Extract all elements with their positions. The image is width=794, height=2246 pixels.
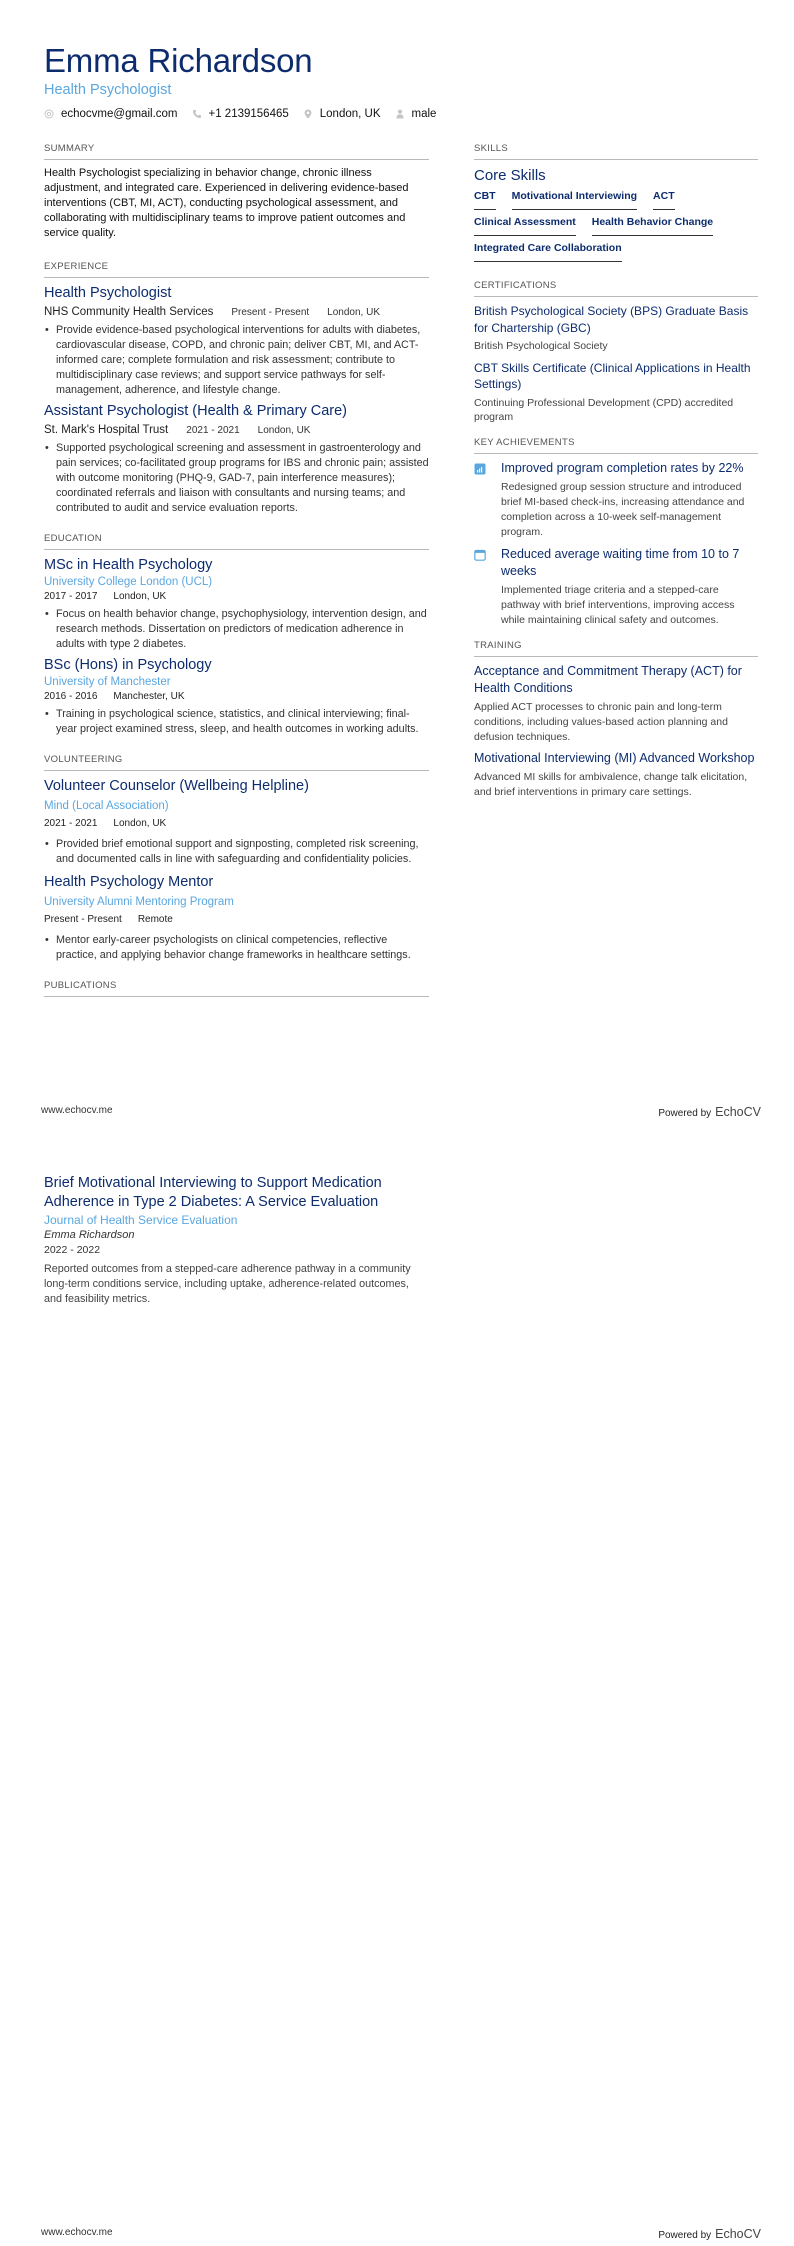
skill-tag: CBT <box>474 190 496 210</box>
school-name: University of Manchester <box>44 676 171 688</box>
publication-journal: Journal of Health Service Evaluation <box>44 1213 238 1227</box>
bar-chart-icon <box>474 460 501 540</box>
training-title: Acceptance and Commitment Therapy (ACT) for Health Conditions <box>474 663 742 695</box>
achievements-heading: KEY ACHIEVEMENTS <box>474 437 758 454</box>
location-pin-icon <box>303 109 313 119</box>
training-item <box>474 663 758 745</box>
achievement-item <box>474 546 758 628</box>
job-date: Present - Present <box>231 307 310 318</box>
skill-tag: Health Behavior Change <box>592 216 713 236</box>
education-date: 2017 - 2017 <box>44 591 98 602</box>
experience-heading: EXPERIENCE <box>44 261 429 278</box>
training-description: Applied ACT processes to chronic pain and long-term conditions, including values-based action planning and defusion techniques. <box>474 700 728 743</box>
job-location: London, UK <box>327 307 380 318</box>
summary-heading: SUMMARY <box>44 143 429 160</box>
volunteer-date: Present - Present <box>44 914 122 925</box>
volunteer-bullets <box>44 837 429 867</box>
volunteering-item <box>44 777 429 867</box>
school-name: University College London (UCL) <box>44 576 213 588</box>
candidate-name: Emma Richardson <box>44 42 313 79</box>
contact-location <box>303 108 381 120</box>
certifications-heading: CERTIFICATIONS <box>474 280 758 297</box>
footer-site-link[interactable]: www.echocv.me <box>41 2227 113 2238</box>
at-icon <box>44 109 54 119</box>
training-item <box>474 750 758 800</box>
job-meta <box>44 305 429 320</box>
job-bullet: • Supported psychological screening and assessment in gastroenterology and pain services; co-facilitated group programs for IBS and chronic pain; assisted with outcome monitoring (PHQ-9, GAD-7, pain interference measures); coordinated referrals and liaison with consultants and nursing teams; and contributed to audit and service evaluation reports. <box>44 441 429 516</box>
education-location: London, UK <box>113 591 167 602</box>
job-location: London, UK <box>257 425 311 436</box>
skill-tag: Clinical Assessment <box>474 216 576 236</box>
achievements-section <box>474 437 758 628</box>
brand-link[interactable]: EchoCV <box>715 1105 761 1119</box>
footer-powered-by <box>658 1105 761 1119</box>
achievement-description: Implemented triage criteria and a stepped-care pathway with brief interventions, improving access while maintaining clinical safety and outcomes. <box>501 583 735 626</box>
training-section <box>474 640 758 800</box>
volunteer-date: 2021 - 2021 <box>44 818 98 829</box>
education-meta <box>44 590 429 604</box>
volunteering-section <box>44 754 429 963</box>
volunteer-role: Volunteer Counselor (Wellbeing Helpline) <box>44 778 309 794</box>
left-column <box>44 1174 429 1307</box>
volunteer-org: Mind (Local Association) <box>44 800 169 812</box>
right-column <box>474 143 758 805</box>
skills-heading: SKILLS <box>474 143 758 160</box>
certification-issuer: Continuing Professional Development (CPD) accredited program <box>474 396 734 423</box>
job-title: Health Psychologist <box>44 285 172 301</box>
location-text: London, UK <box>319 108 381 120</box>
skill-tags <box>474 190 758 268</box>
achievement-title: Reduced average waiting time from 10 to 7 weeks <box>501 546 740 578</box>
training-heading: TRAINING <box>474 640 758 657</box>
volunteering-item <box>44 873 429 963</box>
job-org: NHS Community Health Services <box>44 306 214 318</box>
skill-tag: Integrated Care Collaboration <box>474 242 622 262</box>
volunteer-location: Remote <box>137 914 173 925</box>
phone-icon <box>192 109 202 119</box>
education-bullet: • Training in psychological science, statistics, and clinical interviewing; final-year project examined stress, sleep, and health outcomes in working adults. <box>44 707 429 737</box>
volunteer-meta <box>44 913 429 927</box>
phone-text: +1 2139156465 <box>208 108 289 120</box>
training-description: Advanced MI skills for ambivalence, change talk elicitation, and brief interventions in primary care settings. <box>474 770 748 798</box>
education-date: 2016 - 2016 <box>44 691 98 702</box>
volunteering-heading: VOLUNTEERING <box>44 754 429 771</box>
skills-group-title: Core Skills <box>474 167 546 184</box>
volunteer-meta <box>44 817 429 831</box>
contact-gender <box>395 108 437 120</box>
powered-by-label: Powered by <box>658 2230 712 2241</box>
education-section <box>44 533 429 737</box>
training-title: Motivational Interviewing (MI) Advanced Workshop <box>474 750 755 765</box>
certification-item <box>474 303 758 354</box>
publications-section <box>44 980 429 997</box>
calendar-icon <box>474 546 501 628</box>
email-text: echocvme@gmail.com <box>61 108 178 120</box>
skill-tag: ACT <box>653 190 675 210</box>
job-bullets <box>44 323 429 398</box>
gender-text: male <box>411 108 437 120</box>
resume-page-2 <box>0 1123 794 2246</box>
education-item <box>44 656 429 737</box>
experience-item <box>44 402 429 516</box>
volunteer-org: University Alumni Mentoring Program <box>44 896 234 908</box>
powered-by-label: Powered by <box>658 1108 712 1119</box>
job-bullets <box>44 441 429 516</box>
achievement-body <box>501 546 758 628</box>
publications-heading: PUBLICATIONS <box>44 980 429 997</box>
achievement-description: Redesigned group session structure and introduced brief MI-based check-ins, increasing attendance and completion across a 10-week self-management program. <box>501 480 745 538</box>
publication-date: 2022 - 2022 <box>44 1244 101 1256</box>
job-date: 2021 - 2021 <box>186 425 240 436</box>
education-item <box>44 556 429 652</box>
job-title: Assistant Psychologist (Health & Primary Care) <box>44 403 347 419</box>
footer-powered-by <box>658 2227 761 2241</box>
summary-section <box>44 143 429 241</box>
skill-tag: Motivational Interviewing <box>512 190 637 210</box>
achievement-body <box>501 460 758 540</box>
certification-title: CBT Skills Certificate (Clinical Applications in Health Settings) <box>474 360 751 391</box>
volunteer-role: Health Psychology Mentor <box>44 874 214 890</box>
certification-title: British Psychological Society (BPS) Graduate Basis for Chartership (GBC) <box>474 304 749 335</box>
footer-site-link[interactable]: www.echocv.me <box>41 1105 113 1116</box>
publication-author: Emma Richardson <box>44 1229 135 1241</box>
volunteer-bullet: • Mentor early-career psychologists on clinical competencies, reflective practice, and applying behavior change frameworks in healthcare settings. <box>44 933 429 963</box>
certification-item <box>474 360 758 425</box>
experience-item <box>44 284 429 398</box>
education-bullets <box>44 707 429 737</box>
degree-title: BSc (Hons) in Psychology <box>44 657 212 673</box>
volunteer-bullet: • Provided brief emotional support and signposting, completed risk screening, and documented calls in line with safeguarding and confidentiality policies. <box>44 837 429 867</box>
person-icon <box>395 109 405 119</box>
education-bullet: • Focus on health behavior change, psychophysiology, intervention design, and research methods. Dissertation on predictors of medication adherence in adults with type 2 diabetes. <box>44 607 429 652</box>
achievement-item <box>474 460 758 540</box>
contact-bar <box>44 108 450 120</box>
volunteer-bullets <box>44 933 429 963</box>
publication-item <box>44 1174 429 1307</box>
job-meta <box>44 423 429 438</box>
experience-section <box>44 261 429 516</box>
volunteer-location: London, UK <box>113 818 167 829</box>
education-bullets <box>44 607 429 652</box>
achievement-title: Improved program completion rates by 22% <box>501 460 744 475</box>
contact-phone[interactable] <box>192 108 289 120</box>
candidate-role: Health Psychologist <box>44 82 172 98</box>
skills-section <box>474 143 758 268</box>
publication-title: Brief Motivational Interviewing to Support Medication Adherence in Type 2 Diabetes: A Service Evaluation <box>44 1175 382 1210</box>
education-location: Manchester, UK <box>113 691 185 702</box>
certification-issuer: British Psychological Society <box>474 340 608 352</box>
education-heading: EDUCATION <box>44 533 429 550</box>
brand-link[interactable]: EchoCV <box>715 2227 761 2241</box>
degree-title: MSc in Health Psychology <box>44 557 213 573</box>
left-column <box>44 143 429 1003</box>
contact-email[interactable] <box>44 108 178 120</box>
certifications-section <box>474 280 758 425</box>
education-meta <box>44 690 429 704</box>
summary-text: Health Psychologist specializing in behavior change, chronic illness adjustment, and integrated care. Experienced in delivering evidence-based interventions (CBT, MI, ACT), conducting psychological assessment, and collaborating with multidisciplinary teams to improve patient outcomes and service quality. <box>44 167 409 239</box>
job-bullet: • Provide evidence-based psychological interventions for adults with diabetes, cardiovascular disease, COPD, and chronic pain; deliver CBT, MI, and ACT-informed care; complete formulation and risk assessment; contribute to multidisciplinary case reviews; and support service pathways for self-management, adherence, and lifestyle change. <box>44 323 429 398</box>
job-org: St. Mark's Hospital Trust <box>44 424 169 436</box>
publication-description: Reported outcomes from a stepped-care adherence pathway in a community long-term conditions service, including uptake, adherence-related outcomes, and feasibility metrics. <box>44 1263 411 1305</box>
